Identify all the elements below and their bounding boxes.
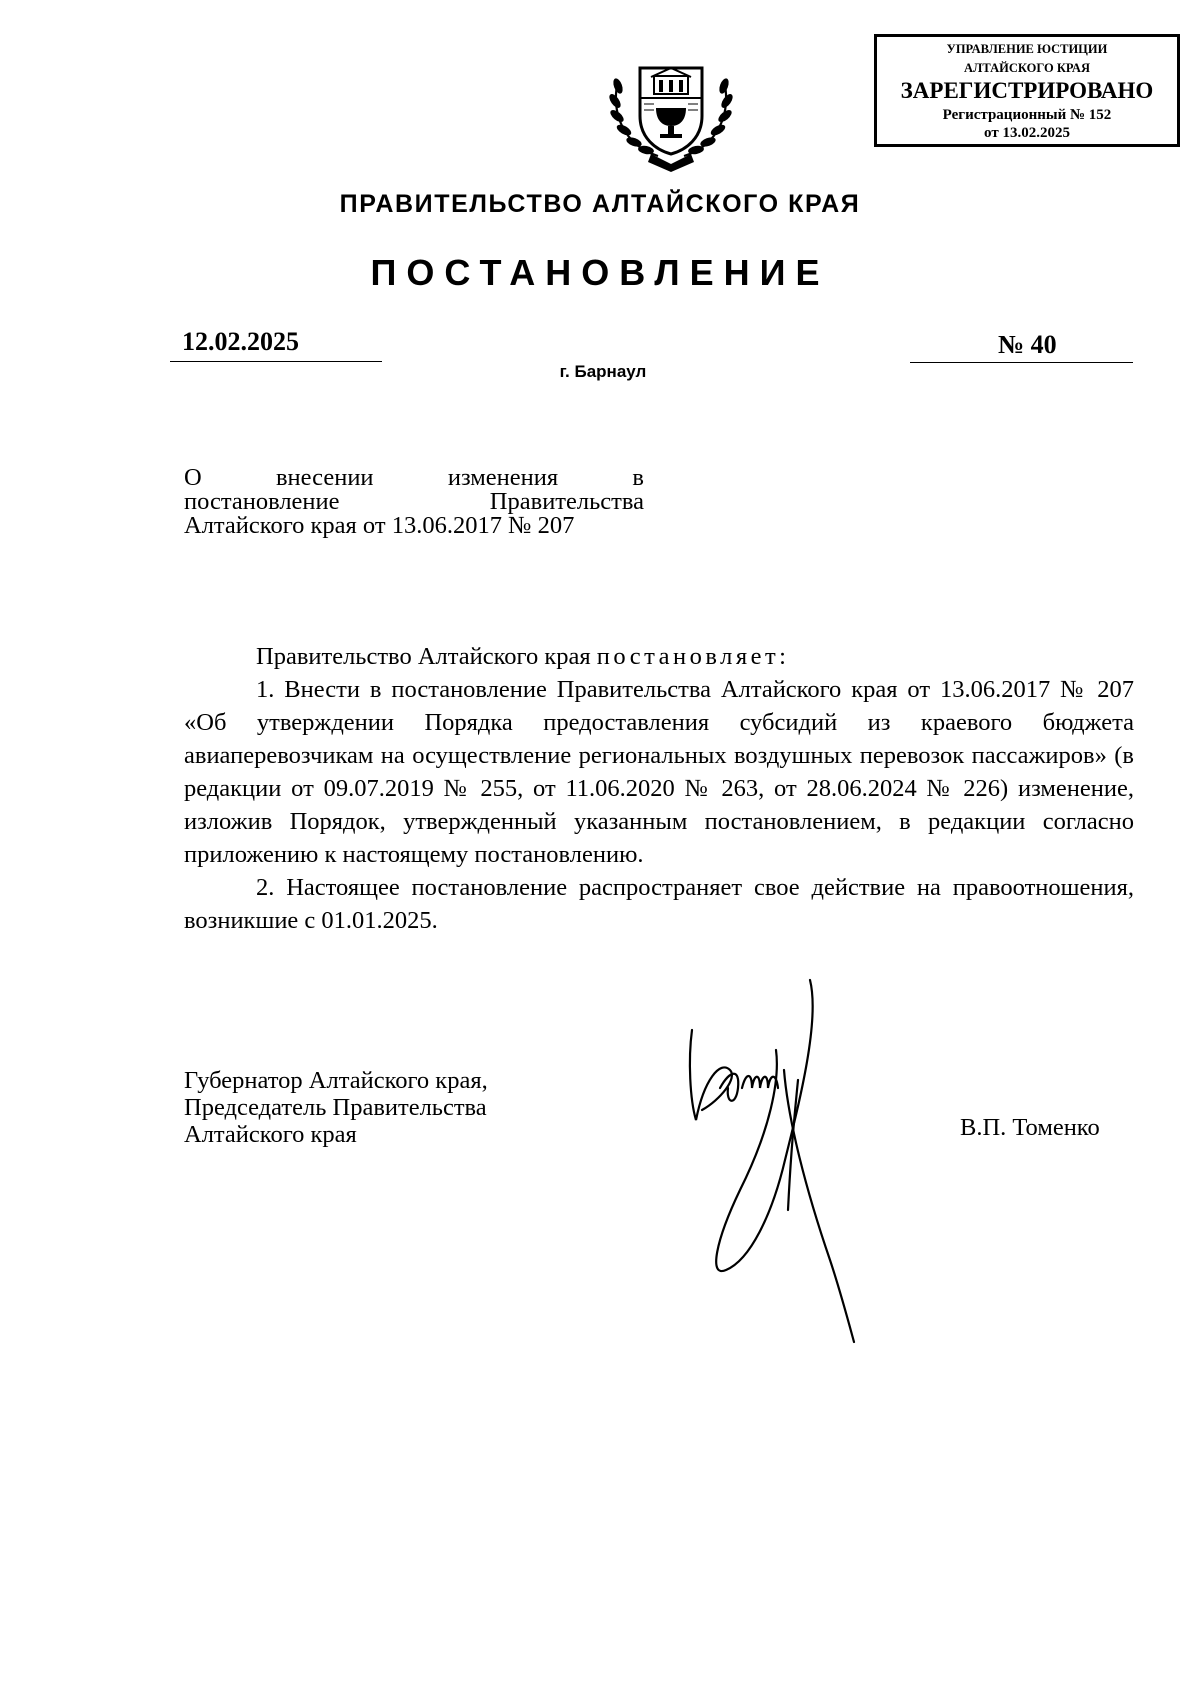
document-body — [184, 640, 1134, 937]
subject-line1: О внесении изменения в — [184, 464, 644, 491]
signatory-line3: Алтайского края — [184, 1121, 357, 1148]
document-type-title: ПОСТАНОВЛЕНИЕ — [370, 252, 830, 293]
stamp-reg-number: Регистрационный № 152 — [942, 107, 1112, 123]
stamp-status: ЗАРЕГИСТРИРОВАНО — [900, 78, 1154, 103]
paragraph-item-1: 1. Внести в постановление Правительства Алтайского края от 13.06.2017 № 207 «Об утверждении Порядка предоставления субсидий из краевого бюджета авиаперевозчикам на осуществление региональных воздушных перевозок пассажиров» (в редакции от 09.07.2019 № 255, от 11.06.2020 № 263, от 28.06.2024 № 226) изменение, изложив Порядок, утвержденный указанным постановлением, в редакции согласно приложению к настоящему постановлению. — [184, 676, 1134, 868]
signatory-line2: Председатель Правительства — [184, 1094, 487, 1121]
issuing-authority: ПРАВИТЕЛЬСТВО АЛТАЙСКОГО КРАЯ — [339, 190, 861, 218]
coat-of-arms-icon — [596, 46, 746, 174]
signatory-line1: Губернатор Алтайского края, — [184, 1067, 488, 1094]
subject-line3: Алтайского края от 13.06.2017 № 207 — [184, 512, 575, 539]
signatory-name: В.П. Томенко — [960, 1114, 1100, 1141]
registration-stamp — [874, 34, 1180, 147]
document-date: 12.02.2025 — [170, 327, 382, 362]
document-number: № 40 — [910, 330, 1133, 363]
handwritten-signature-icon — [680, 960, 880, 1360]
document-subject — [184, 466, 644, 538]
subject-line2: постановление Правительства — [184, 488, 644, 515]
signatory-title — [184, 1067, 488, 1148]
document-city: г. Барнаул — [559, 362, 647, 381]
paragraph-item-2: 2. Настоящее постановление распространяет свое действие на правоотношения, возникшие с 01.01.2025. — [184, 874, 1134, 934]
preamble-decree-word: постановляет: — [596, 643, 790, 670]
preamble — [184, 640, 1134, 673]
preamble-text: Правительство Алтайского края — [256, 643, 597, 670]
stamp-org-line2: АЛТАЙСКОГО КРАЯ — [964, 61, 1090, 75]
stamp-reg-date: от 13.02.2025 — [984, 125, 1070, 141]
stamp-org-line1: УПРАВЛЕНИЕ ЮСТИЦИИ — [946, 42, 1108, 56]
